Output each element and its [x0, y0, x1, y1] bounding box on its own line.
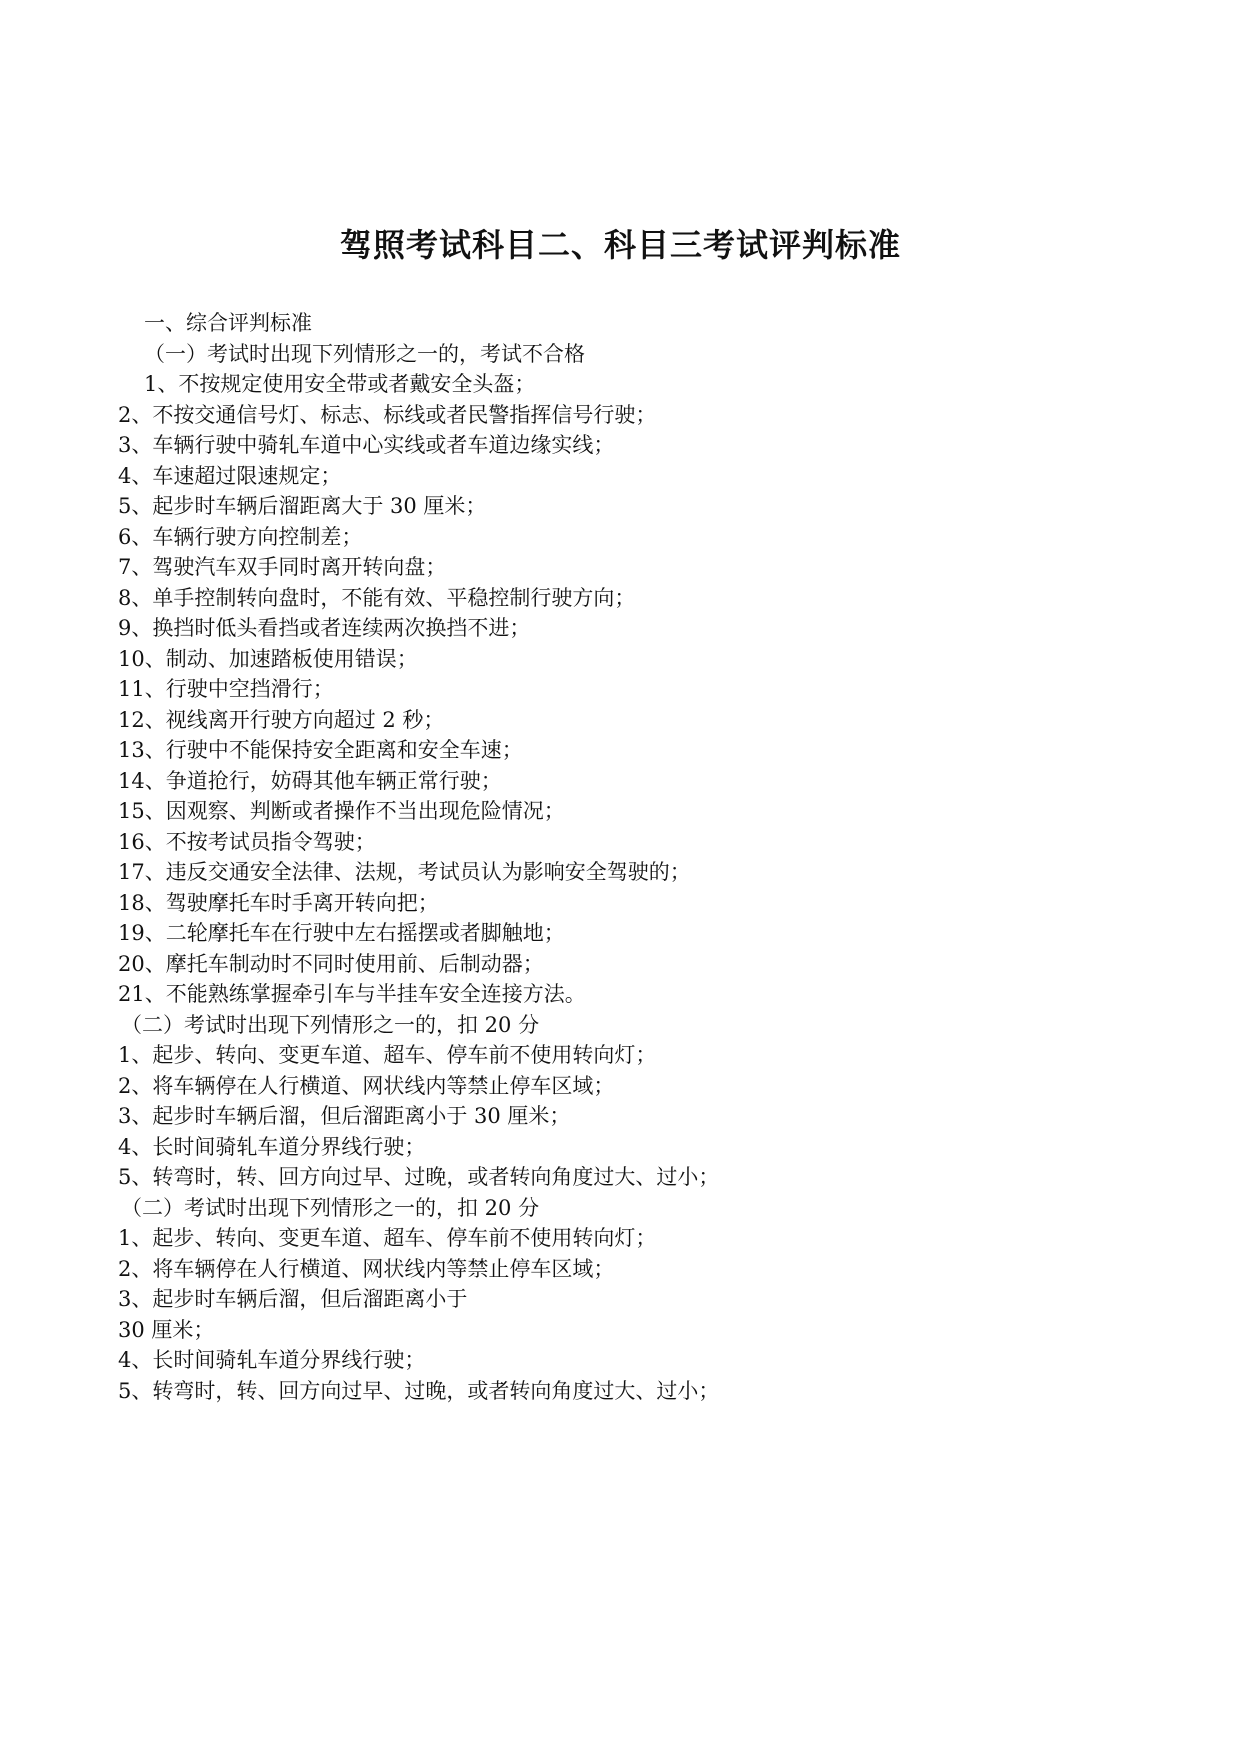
list-item: 6、车辆行驶方向控制差；: [118, 524, 363, 549]
list-item: 2、将车辆停在人行横道、网状线内等禁止停车区域；: [118, 1256, 615, 1281]
list-item: 19、二轮摩托车在行驶中左右摇摆或者脚触地；: [118, 921, 565, 945]
list-item: 15、因观察、判断或者操作不当出现危险情况；: [118, 799, 565, 823]
list-item: 1、起步、转向、变更车道、超车、停车前不使用转向灯；: [118, 1043, 657, 1067]
list-item: 4、长时间骑轧车道分界线行驶；: [118, 1348, 426, 1372]
list-item: 1、不按规定使用安全带或者戴安全头盔；: [144, 372, 536, 396]
list-item: 9、换挡时低头看挡或者连续两次换挡不进；: [118, 616, 531, 640]
page-title: 驾照考试科目二、科目三考试评判标准: [339, 226, 901, 264]
subsection-heading: （二）考试时出现下列情形之一的，扣 20 分: [121, 1195, 540, 1220]
list-item: 10、制动、加速踏板使用错误；: [118, 646, 418, 671]
list-item: 5、转弯时，转、回方向过早、过晚，或者转向角度过大、过小；: [118, 1165, 720, 1189]
document-body: [118, 308, 1138, 1406]
list-item: 30 厘米；: [118, 1317, 215, 1342]
list-item: 4、长时间骑轧车道分界线行驶；: [118, 1134, 426, 1159]
list-item: 2、将车辆停在人行横道、网状线内等禁止停车区域；: [118, 1073, 615, 1098]
list-item: 16、不按考试员指令驾驶；: [118, 829, 376, 854]
list-item: 18、驾驶摩托车时手离开转向把；: [118, 890, 439, 915]
subsection-heading: （二）考试时出现下列情形之一的，扣 20 分: [121, 1012, 540, 1037]
list-item: 2、不按交通信号灯、标志、标线或者民警指挥信号行驶；: [118, 402, 657, 427]
list-item: 21、不能熟练掌握牵引车与半挂车安全连接方法。: [118, 982, 586, 1006]
list-item: 17、违反交通安全法律、法规，考试员认为影响安全驾驶的；: [118, 860, 691, 884]
list-item: 13、行驶中不能保持安全距离和安全车速；: [118, 738, 523, 762]
section-heading: 一、综合评判标准: [144, 311, 312, 335]
list-item: 7、驾驶汽车双手同时离开转向盘；: [118, 555, 447, 579]
list-item: 3、起步时车辆后溜，但后溜距离小于 30 厘米；: [118, 1104, 571, 1128]
list-item: 5、转弯时，转、回方向过早、过晚，或者转向角度过大、过小；: [118, 1378, 720, 1403]
list-item: 4、车速超过限速规定；: [118, 463, 342, 488]
list-item: 14、争道抢行，妨碍其他车辆正常行驶；: [118, 768, 502, 793]
list-item: 1、起步、转向、变更车道、超车、停车前不使用转向灯；: [118, 1226, 657, 1250]
list-item: 3、起步时车辆后溜，但后溜距离小于: [118, 1287, 468, 1311]
list-item: 12、视线离开行驶方向超过 2 秒；: [118, 707, 445, 732]
list-item: 8、单手控制转向盘时，不能有效、平稳控制行驶方向；: [118, 585, 636, 610]
subsection-heading: （一）考试时出现下列情形之一的，考试不合格: [144, 341, 585, 366]
list-item: 11、行驶中空挡滑行；: [118, 677, 334, 701]
list-item: 3、车辆行驶中骑轧车道中心实线或者车道边缘实线；: [118, 433, 615, 457]
list-item: 5、起步时车辆后溜距离大于 30 厘米；: [118, 494, 487, 518]
list-item: 20、摩托车制动时不同时使用前、后制动器；: [118, 951, 544, 976]
